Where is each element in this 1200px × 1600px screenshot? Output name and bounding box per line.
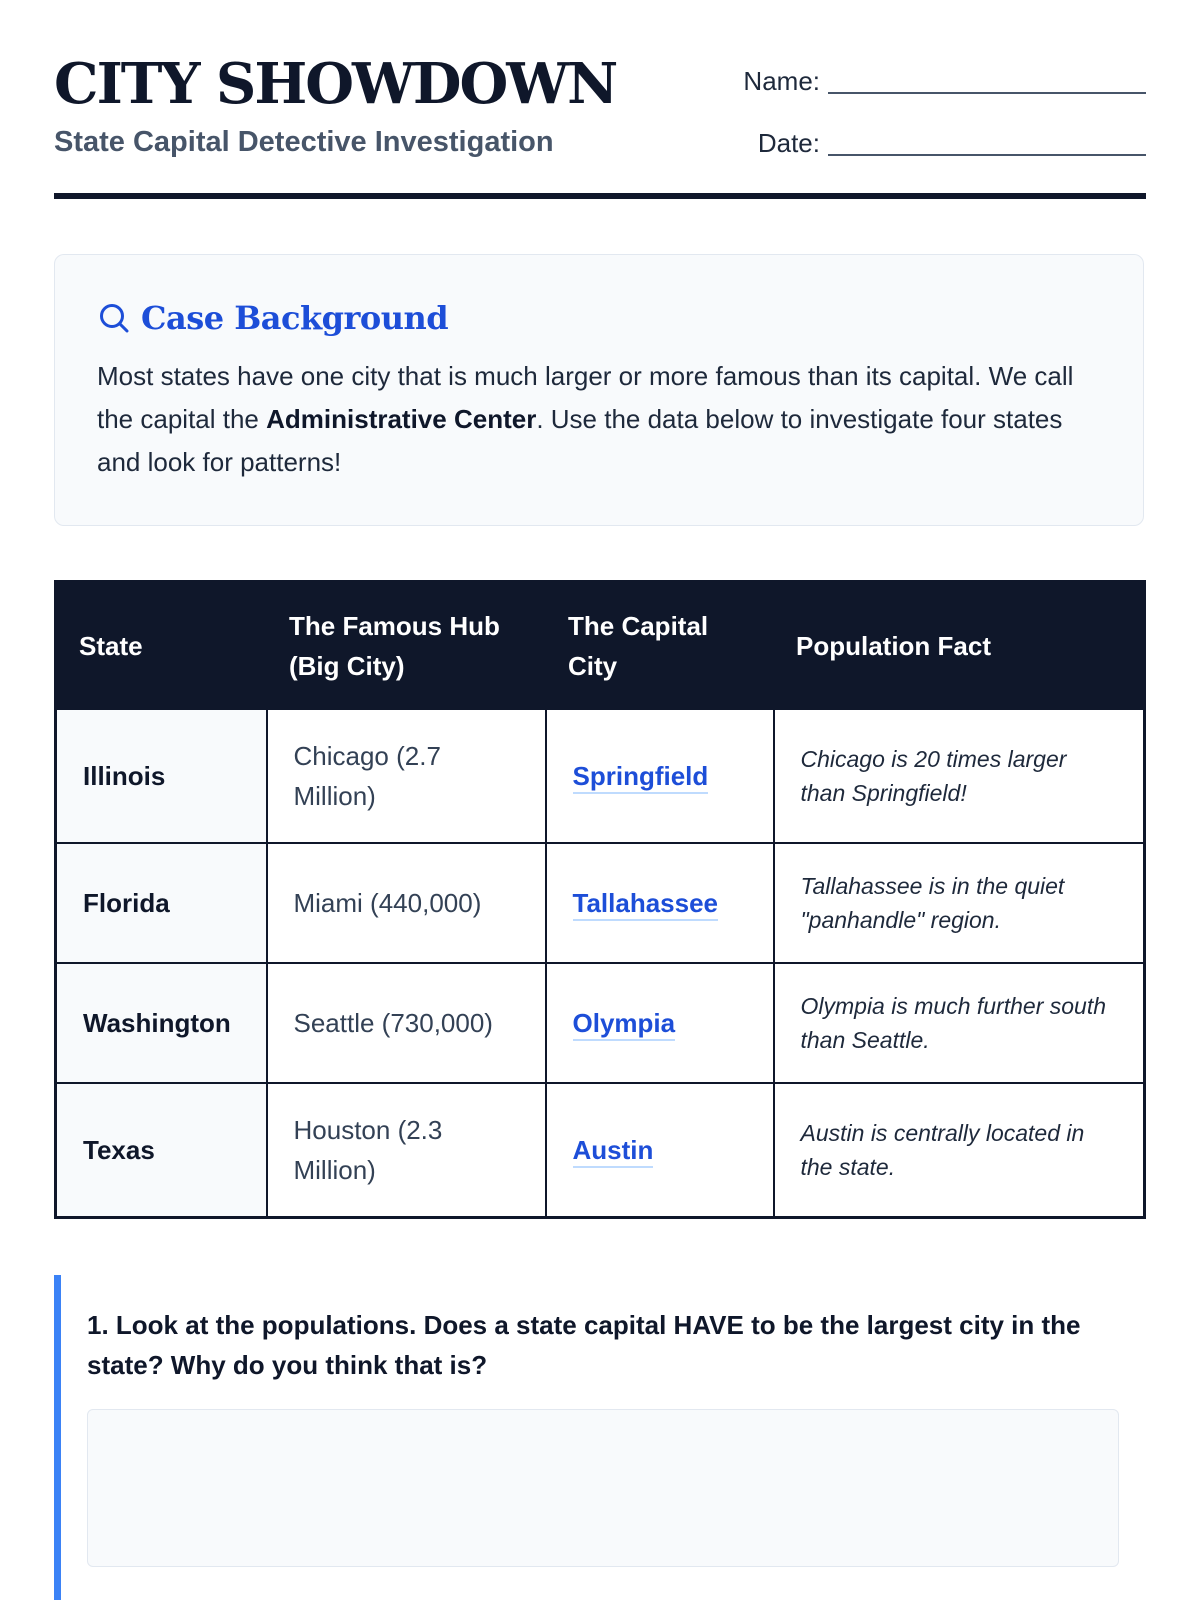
case-background-card [54,254,1144,526]
capital-cell [546,709,774,843]
table-row [56,1083,1145,1218]
fact-cell: Olympia is much further south than Seattle. [774,963,1145,1083]
header-famous-hub: The Famous Hub (Big City) [267,582,546,710]
state-cell: Florida [56,843,267,963]
state-cell: Illinois [56,709,267,843]
table-header-row [56,582,1145,710]
capital-link[interactable]: Olympia [573,1008,676,1041]
question-block [54,1275,1146,1600]
capital-link[interactable]: Springfield [573,761,709,794]
header-population-fact: Population Fact [774,582,1145,710]
name-blank-line[interactable] [828,68,1146,94]
hub-cell: Chicago (2.7 Million) [267,709,546,843]
background-text-part1: Most states have one city that is much larger or more famous than its capital. We call the capital the [97,361,1074,434]
state-cell: Washington [56,963,267,1083]
hub-cell: Seattle (730,000) [267,963,546,1083]
name-label: Name: [743,66,820,96]
capital-link[interactable]: Austin [573,1135,654,1168]
table-row [56,709,1145,843]
background-text-bold: Administrative Center [266,404,537,434]
capital-cell [546,1083,774,1218]
date-label: Date: [757,128,820,158]
state-capital-table [54,580,1146,1219]
search-icon [97,301,131,335]
case-background-title: Case Background [141,299,449,337]
state-cell: Texas [56,1083,267,1218]
case-background-heading [97,299,448,337]
header-state: State [56,582,267,710]
table-row [56,963,1145,1083]
answer-box[interactable] [87,1409,1119,1567]
worksheet-page [54,0,1146,1380]
capital-link[interactable]: Tallahassee [573,888,719,921]
header-divider [54,193,1146,199]
case-background-text [97,355,1107,484]
date-field [730,130,1146,156]
capital-cell [546,963,774,1083]
fact-cell: Austin is centrally located in the state. [774,1083,1145,1218]
page-subtitle: State Capital Detective Investigation [54,126,554,158]
table-row [56,843,1145,963]
date-blank-line[interactable] [828,130,1146,156]
page-title: CITY SHOWDOWN [54,51,617,117]
worksheet-header [54,0,1146,200]
name-field [730,68,1146,94]
fact-cell: Chicago is 20 times larger than Springfield! [774,709,1145,843]
hub-cell: Houston (2.3 Million) [267,1083,546,1218]
header-capital-city: The Capital City [546,582,774,710]
background-text-part2: . Use the data below to investigate four states and look for patterns! [97,404,1063,477]
question-text: 1. Look at the populations. Does a state capital HAVE to be the largest city in the state? Why do you think that is? [87,1310,1081,1380]
capital-cell [546,843,774,963]
fact-cell: Tallahassee is in the quiet "panhandle" region. [774,843,1145,963]
hub-cell: Miami (440,000) [267,843,546,963]
